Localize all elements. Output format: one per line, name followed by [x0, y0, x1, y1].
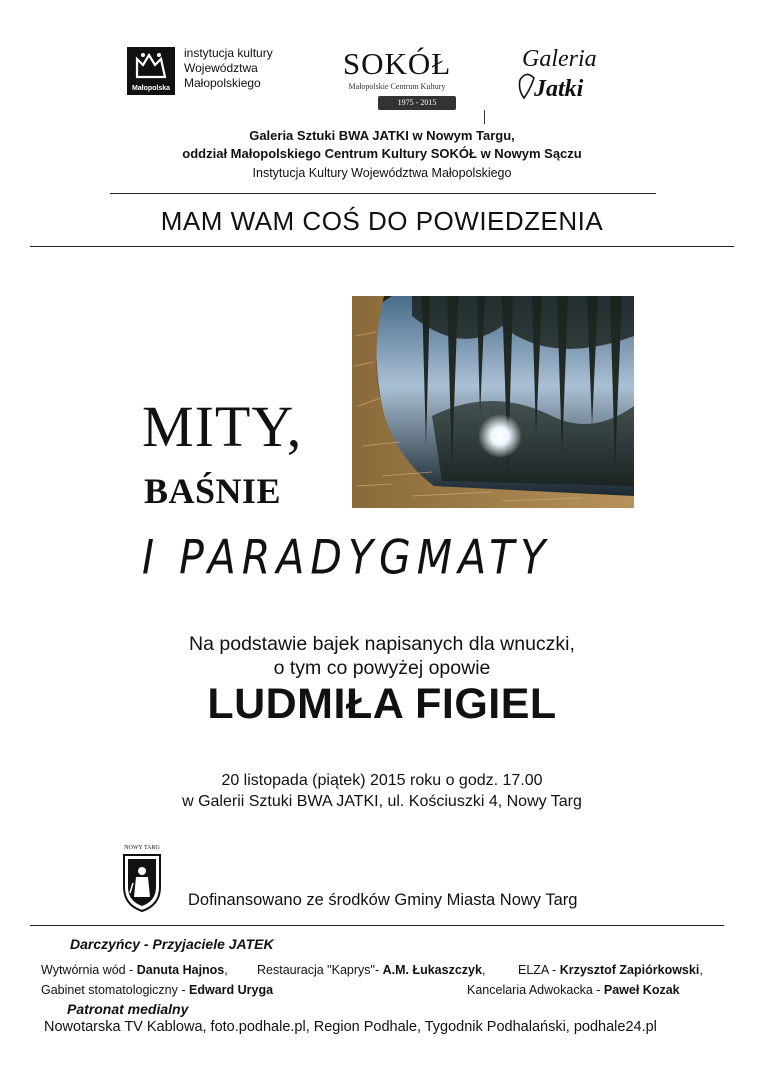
sokol-logo-name: SOKÓŁ: [342, 46, 452, 81]
sponsor-5-name: Paweł Kozak: [603, 983, 680, 997]
galeria-logo-line-1: Galeria: [522, 46, 597, 72]
sponsor-3-suffix: ,: [699, 963, 703, 977]
galeria-jatki-logo: [512, 40, 612, 110]
sponsor-3-prefix: ELZA -: [518, 963, 560, 977]
divider-tick: [484, 110, 485, 124]
event-date: 20 listopada (piątek) 2015 roku o godz. 17.00: [221, 772, 543, 789]
malopolska-emblem-icon: [127, 47, 175, 87]
galeria-ornament-icon: [520, 74, 535, 98]
media-patronage-list: Nowotarska TV Kablowa, foto.podhale.pl, Region Podhale, Tygodnik Podhalański, podhale24.pl: [44, 1019, 657, 1035]
malopolska-mark-label: Małopolska: [131, 85, 171, 92]
malopolska-text: [184, 46, 273, 91]
intro-line-2: o tym co powyżej opowie: [273, 657, 491, 679]
sponsor-2-prefix: Restauracja "Kaprys"-: [257, 963, 383, 977]
bottom-rule: [30, 925, 724, 926]
crest-label: NOWY TARG: [124, 845, 160, 851]
galeria-logo-line-2: Jatki: [534, 76, 584, 102]
nowy-targ-crest-icon: [121, 853, 163, 913]
sponsor-4-name: Edward Uryga: [189, 983, 274, 997]
sponsor-1-prefix: Wytwórnia wód -: [41, 963, 137, 977]
intro-text: [60, 632, 704, 680]
sponsor-2-name: A.M. Łukaszczyk: [382, 963, 482, 977]
organizer-line-1: Galeria Sztuki BWA JATKI w Nowym Targu,: [249, 128, 515, 143]
forest-reflection-photo: [352, 296, 634, 508]
sokol-logo-years: 1975 - 2015: [378, 96, 456, 110]
sponsor-item: [257, 963, 485, 977]
malopolska-line-2: Województwa: [184, 61, 258, 75]
sponsor-1-name: Danuta Hajnos: [136, 963, 225, 977]
sponsor-4-prefix: Gabinet stomatologiczny -: [41, 983, 189, 997]
sponsor-item: [41, 983, 273, 997]
sponsor-item: [518, 963, 703, 977]
headline: MAM WAM COŚ DO POWIEDZENIA: [160, 206, 604, 236]
sponsor-5-prefix: Kancelaria Adwokacka -: [467, 983, 604, 997]
sokol-logo-subtitle: Małopolskie Centrum Kultury: [348, 82, 446, 91]
event-details: [60, 770, 704, 812]
sponsor-3-name: Krzysztof Zapiórkowski: [559, 963, 700, 977]
sponsor-1-suffix: ,: [224, 963, 228, 977]
media-patronage-title: Patronat medialny: [67, 1001, 189, 1017]
sponsors-title: Darczyńcy - Przyjaciele JATEK: [70, 936, 274, 952]
malopolska-line-1: instytucja kultury: [184, 46, 273, 60]
organizer-line-3: Instytucja Kultury Województwa Małopolskiego: [252, 166, 512, 180]
title-line-1: MITY,: [142, 394, 303, 459]
malopolska-logo: [127, 47, 175, 95]
headline-rule: [30, 246, 734, 247]
title-line-2: BAŚNIE: [144, 471, 282, 511]
top-rule: [110, 193, 656, 194]
sponsor-item: [467, 983, 680, 997]
sponsor-item: [41, 963, 228, 977]
intro-line-1: Na podstawie bajek napisanych dla wnuczki,: [189, 633, 575, 655]
funding-note: Dofinansowano ze środków Gminy Miasta Nowy Targ: [188, 891, 578, 909]
sponsor-2-suffix: ,: [481, 963, 486, 977]
event-place: w Galerii Sztuki BWA JATKI, ul. Kościuszki 4, Nowy Targ: [182, 793, 582, 810]
organizer-line-2: oddział Małopolskiego Centrum Kultury SOKÓŁ w Nowym Sączu: [182, 146, 582, 161]
malopolska-line-3: Małopolskiego: [184, 76, 261, 90]
author-name: LUDMIŁA FIGIEL: [207, 680, 557, 728]
title-line-3: I PARADYGMATY: [142, 530, 552, 586]
